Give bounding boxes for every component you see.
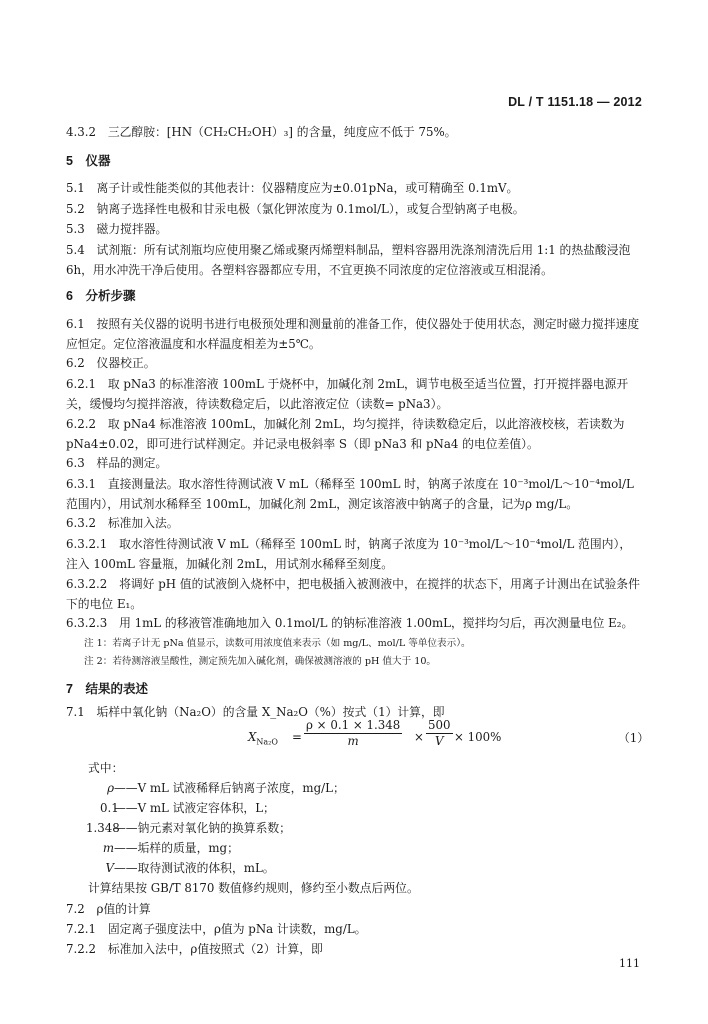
note-2: 注 2：若待测溶液呈酸性，测定预先加入碱化剂，确保被测溶液的 pH 值大于 10。 <box>84 656 437 667</box>
clause-6-2-2: 6.2.2 取 pNa4 标准溶液 100mL，加碱化剂 2mL，均匀搅拌，待读数稳定后，以此溶液校核，若读数为 pNa4±0.02，即可进行试样测定。并记录电极斜率 S（即 pNa3 和 pNa4 的电位差值）。 <box>66 417 625 451</box>
formula-equals: = <box>292 730 302 744</box>
definition-row: 1.348——钠元素对氧化钠的换算系数； <box>86 821 291 835</box>
clause-6-3-2-2: 6.3.2.2 将调好 pH 值的试液倒入烧杯中，把电极插入被测液中，在搅拌的状态下，用离子计测出在试验条件下的电位 E₁。 <box>66 577 640 611</box>
definition-row: V——取待测试液的体积，mL。 <box>105 861 275 875</box>
clause-7-2-2: 7.2.2 标准加入法中，ρ值按照式（2）计算，即 <box>66 942 323 956</box>
section-5-heading: 5 仪器 <box>66 154 111 168</box>
formula-fraction-1: $\frac{\rho \times 0.1 \times 1.348}{m}$ <box>306 718 401 748</box>
clause-6-1: 6.1 按照有关仪器的说明书进行电极预处理和测量前的准备工作，使仪器处于使用状态，测定时磁力搅拌速度应恒定。定位溶液温度和水样温度相差为±5℃。 <box>66 317 640 351</box>
clause-6-3-2-3: 6.3.2.3 用 1mL 的移液管准确地加入 0.1mol/L 的钠标准溶液 1.00mL，搅拌均匀后，再次测量电位 E₂。 <box>66 616 634 630</box>
where-label: 式中： <box>88 761 124 775</box>
definition-row: m——垢样的质量，mg； <box>102 841 239 855</box>
formula-times: × <box>414 730 424 744</box>
clause-7-1: 7.1 垢样中氧化钠（Na₂O）的含量 X_Na₂O（%）按式（1）计算，即 <box>66 705 445 719</box>
clause-6-2-1: 6.2.1 取 pNa3 的标准溶液 100mL 于烧杯中，加碱化剂 2mL，调节电极至适当位置，打开搅拌器电源开关，缓慢均匀搅拌溶液，待读数稳定后，以此溶液定位（读数= pNa3）。 <box>66 377 629 411</box>
formula-lhs: $X_{Na_2O}$ <box>248 730 278 747</box>
clause-7-2: 7.2 ρ值的计算 <box>66 902 151 916</box>
clause-6-2: 6.2 仪器校正。 <box>66 356 156 370</box>
clause-6-3-2: 6.3.2 标准加入法。 <box>66 516 179 530</box>
clause-4-3-2: 4.3.2 三乙醇胺：[HN（CH₂CH₂OH）₃] 的含量，纯度应不低于 75%。 <box>66 125 457 139</box>
section-6-heading: 6 分析步骤 <box>66 289 136 303</box>
standard-code: DL / T 1151.18 — 2012 <box>508 95 642 109</box>
clause-6-3-2-1: 6.3.2.1 取水溶性待测试液 V mL（稀释至 100mL 时，钠离子浓度为 10⁻³mol/L～10⁻⁴mol/L 范围内），注入 100mL 容量瓶，加碱化剂 2mL，用试剂水稀释至刻度。 <box>66 537 632 571</box>
note-1: 注 1：若离子计无 pNa 值显示，读数可用浓度值来表示（如 mg/L、mol/L 等单位表示）。 <box>84 638 471 649</box>
page-number: 111 <box>619 957 640 970</box>
formula-number: （1） <box>618 731 650 745</box>
clause-5-4: 5.4 试剂瓶：所有试剂瓶均应使用聚乙烯或聚丙烯塑料制品，塑料容器用洗涤剂清洗后用 1:1 的热盐酸浸泡 6h，用水冲洗干净后使用。各塑料容器都应专用，不宜更换不同浓度的定位溶液或互相混淆。 <box>66 243 631 277</box>
formula-tail: × 100% <box>454 730 502 744</box>
clause-5-1: 5.1 离子计或性能类似的其他表计：仪器精度应为±0.01pNa，或可精确至 0.1mV。 <box>66 181 519 195</box>
formula-1 <box>248 718 508 758</box>
clause-6-3: 6.3 样品的测定。 <box>66 456 168 470</box>
clause-5-2: 5.2 钠离子选择性电极和甘汞电极（氯化钾浓度为 0.1mol/L），或复合型钠离子电极。 <box>66 202 525 216</box>
definition-row: 0.1——V mL 试液定容体积，L； <box>100 801 275 815</box>
section-7-heading: 7 结果的表述 <box>66 682 148 696</box>
clause-5-3: 5.3 磁力搅拌器。 <box>66 222 168 236</box>
definition-row: ρ——V mL 试液稀释后钠离子浓度，mg/L； <box>107 781 345 795</box>
formula-fraction-2: $\frac{500}{V}$ <box>428 718 451 748</box>
rounding-note: 计算结果按 GB/T 8170 数值修约规则，修约至小数点后两位。 <box>88 881 419 895</box>
clause-6-3-1: 6.3.1 直接测量法。取水溶性待测试液 V mL（稀释至 100mL 时，钠离子浓度在 10⁻³mol/L～10⁻⁴mol/L 范围内），用试剂水稀释至 100mL，加碱化剂 2mL，测定该溶液中钠离子的含量，记为ρ mg/L。 <box>66 477 634 511</box>
clause-7-2-1: 7.2.1 固定离子强度法中，ρ值为 pNa 计读数，mg/L。 <box>66 922 367 936</box>
